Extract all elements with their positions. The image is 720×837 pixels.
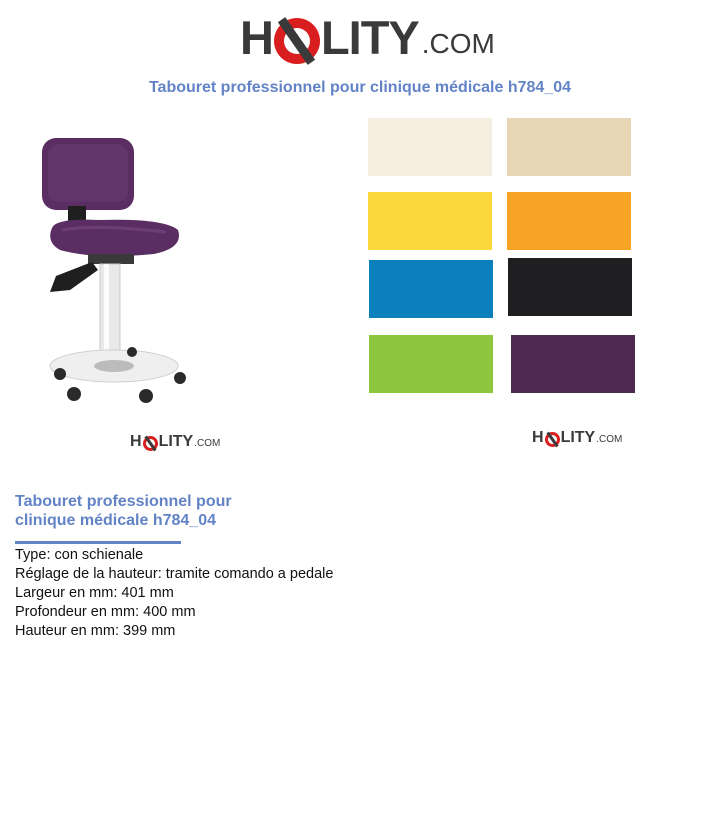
color-swatch-beige: [507, 118, 631, 176]
holity-watermark-swatches: H LITY .COM: [532, 429, 623, 446]
logo-o-symbol-icon: [143, 436, 158, 451]
product-image-stool: [36, 130, 196, 410]
holity-logo[interactable]: [240, 11, 495, 64]
height-adjust-pedal: [50, 262, 98, 292]
logo-o-symbol-icon: [545, 432, 560, 447]
logo-domain: .COM: [421, 28, 495, 59]
product-heading: Tabouret professionnel pour clinique médicale h784_04: [15, 493, 232, 529]
color-swatch-orange: [507, 192, 631, 250]
heading-divider: [15, 541, 181, 544]
color-swatch-green: [369, 335, 493, 393]
spec-row-depth: Profondeur en mm: 400 mm: [15, 604, 196, 620]
spec-row-height-adjustment: Réglage de la hauteur: tramite comando a pedale: [15, 566, 334, 582]
logo-letter-h: H: [240, 11, 273, 64]
color-swatch-purple: [511, 335, 635, 393]
stool-seat: [50, 220, 179, 257]
color-swatch-yellow: [368, 192, 492, 250]
spec-row-type: Type: con schienale: [15, 547, 144, 563]
color-swatch-black: [508, 258, 632, 316]
logo-letters-lity: LITY: [320, 11, 419, 64]
holity-watermark-chair: H LITY .COM: [130, 433, 221, 450]
page-title: Tabouret professionnel pour clinique médicale h784_04: [148, 79, 572, 96]
stool-gas-column: [100, 264, 120, 354]
product-specs: [15, 546, 333, 641]
color-swatch-cream: [368, 118, 492, 176]
spec-row-height: Hauteur en mm: 399 mm: [15, 623, 176, 639]
logo-o-symbol-icon: [274, 18, 320, 64]
spec-row-width: Largeur en mm: 401 mm: [15, 585, 174, 601]
color-swatch-blue: [369, 260, 493, 318]
